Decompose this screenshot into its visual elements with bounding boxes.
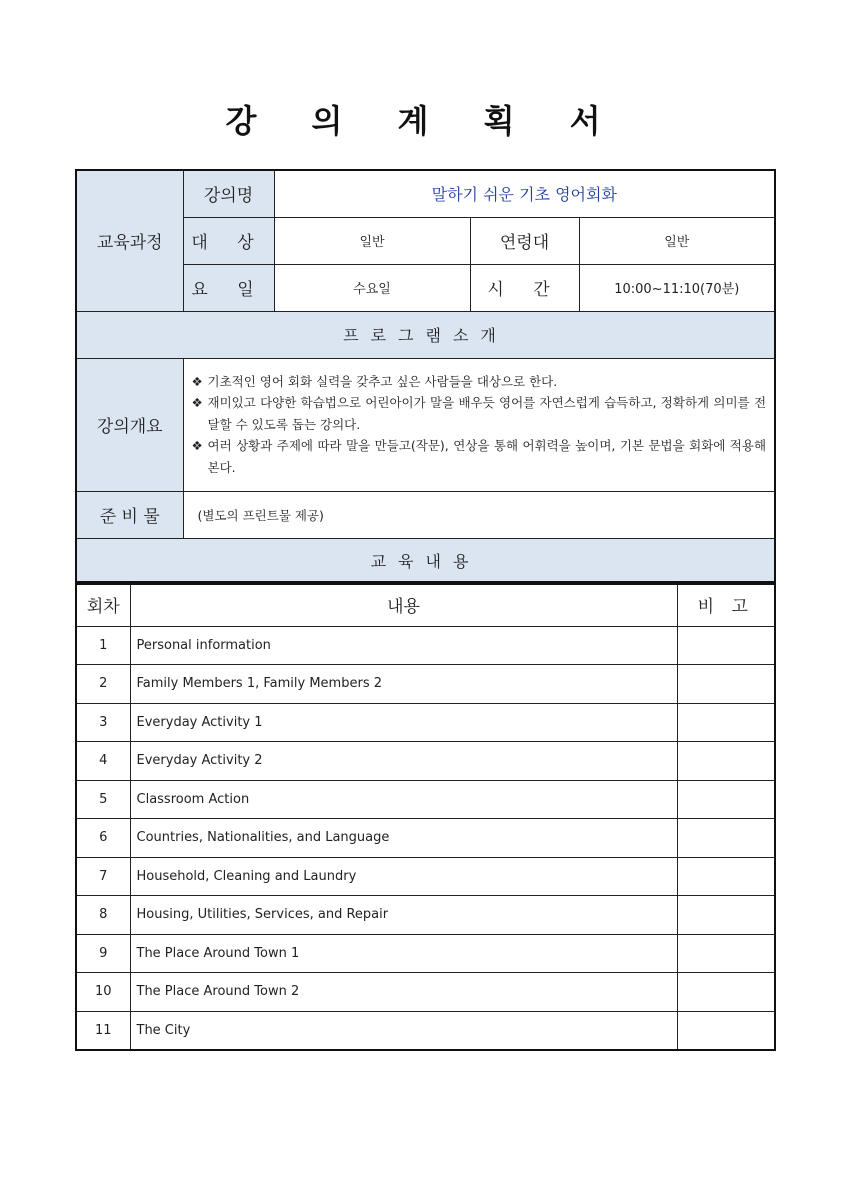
session-number: 8: [76, 896, 130, 935]
session-number: 10: [76, 973, 130, 1012]
session-content: The City: [130, 1011, 677, 1050]
overview-item: ❖ 기초적인 영어 회화 실력을 갖추고 싶은 사람들을 대상으로 한다.: [192, 371, 767, 393]
session-content: The Place Around Town 2: [130, 973, 677, 1012]
materials-label: 준 비 물: [76, 491, 183, 538]
session-content: Family Members 1, Family Members 2: [130, 665, 677, 704]
session-note: [677, 857, 775, 896]
day-label: 요 일: [183, 264, 274, 311]
overview-list: [183, 358, 775, 491]
session-number: 5: [76, 780, 130, 819]
diamond-bullet-icon: ❖: [191, 373, 203, 389]
session-note: [677, 819, 775, 858]
session-note: [677, 973, 775, 1012]
day-value: 수요일: [274, 264, 470, 311]
time-value: 10:00~11:10(70분): [579, 264, 775, 311]
session-number: 11: [76, 1011, 130, 1050]
session-note: [677, 703, 775, 742]
session-number: 7: [76, 857, 130, 896]
session-content: Classroom Action: [130, 780, 677, 819]
content-section-heading: 교육내용: [76, 538, 775, 584]
session-content: Housing, Utilities, Services, and Repair: [130, 896, 677, 935]
overview-label: 강의개요: [76, 358, 183, 491]
table-row: [76, 857, 775, 896]
session-note: [677, 934, 775, 973]
time-label: 시 간: [470, 264, 579, 311]
diamond-bullet-icon: ❖: [191, 438, 203, 454]
session-note: [677, 626, 775, 665]
session-content: Countries, Nationalities, and Language: [130, 819, 677, 858]
overview-item: ❖ 재미있고 다양한 학습법으로 어린아이가 말을 배우듯 영어를 자연스럽게 습득하고, 정확하게 의미를 전달할 수 있도록 돕는 강의다.: [192, 392, 767, 435]
session-column-header: 회차: [76, 582, 130, 626]
session-number: 9: [76, 934, 130, 973]
program-intro-heading: 프로그램소개: [76, 311, 775, 358]
course-section-label: 교육과정: [76, 170, 183, 311]
target-value: 일반: [274, 217, 470, 264]
session-note: [677, 742, 775, 781]
table-row: [76, 703, 775, 742]
session-note: [677, 665, 775, 704]
page-title: 강 의 계 획 서: [225, 102, 623, 140]
diamond-bullet-icon: ❖: [191, 395, 203, 411]
overview-item: ❖ 여러 상황과 주제에 따라 말을 만들고(작문), 연상을 통해 어휘력을 높이며, 기본 문법을 회화에 적용해본다.: [192, 435, 767, 478]
session-content: Personal information: [130, 626, 677, 665]
target-label: 대 상: [183, 217, 274, 264]
session-note: [677, 780, 775, 819]
table-row: [76, 896, 775, 935]
course-name-value: 말하기 쉬운 기초 영어회화: [274, 170, 775, 217]
table-row: [76, 934, 775, 973]
table-row: [76, 1011, 775, 1050]
table-row: [76, 665, 775, 704]
course-name-label: 강의명: [183, 170, 274, 217]
note-column-header: 비 고: [677, 582, 775, 626]
session-content: Everyday Activity 2: [130, 742, 677, 781]
table-row: [76, 626, 775, 665]
session-number: 3: [76, 703, 130, 742]
schedule-table: [75, 581, 776, 1051]
lecture-plan-table: [75, 169, 776, 585]
session-number: 4: [76, 742, 130, 781]
session-content: Everyday Activity 1: [130, 703, 677, 742]
age-label: 연령대: [470, 217, 579, 264]
table-row: [76, 780, 775, 819]
session-number: 6: [76, 819, 130, 858]
session-note: [677, 896, 775, 935]
session-content: The Place Around Town 1: [130, 934, 677, 973]
session-note: [677, 1011, 775, 1050]
session-number: 2: [76, 665, 130, 704]
session-content: Household, Cleaning and Laundry: [130, 857, 677, 896]
materials-value: (별도의 프린트물 제공): [183, 491, 775, 538]
age-value: 일반: [579, 217, 775, 264]
table-row: [76, 742, 775, 781]
table-row: [76, 973, 775, 1012]
table-row: [76, 819, 775, 858]
content-column-header: 내용: [130, 582, 677, 626]
session-number: 1: [76, 626, 130, 665]
